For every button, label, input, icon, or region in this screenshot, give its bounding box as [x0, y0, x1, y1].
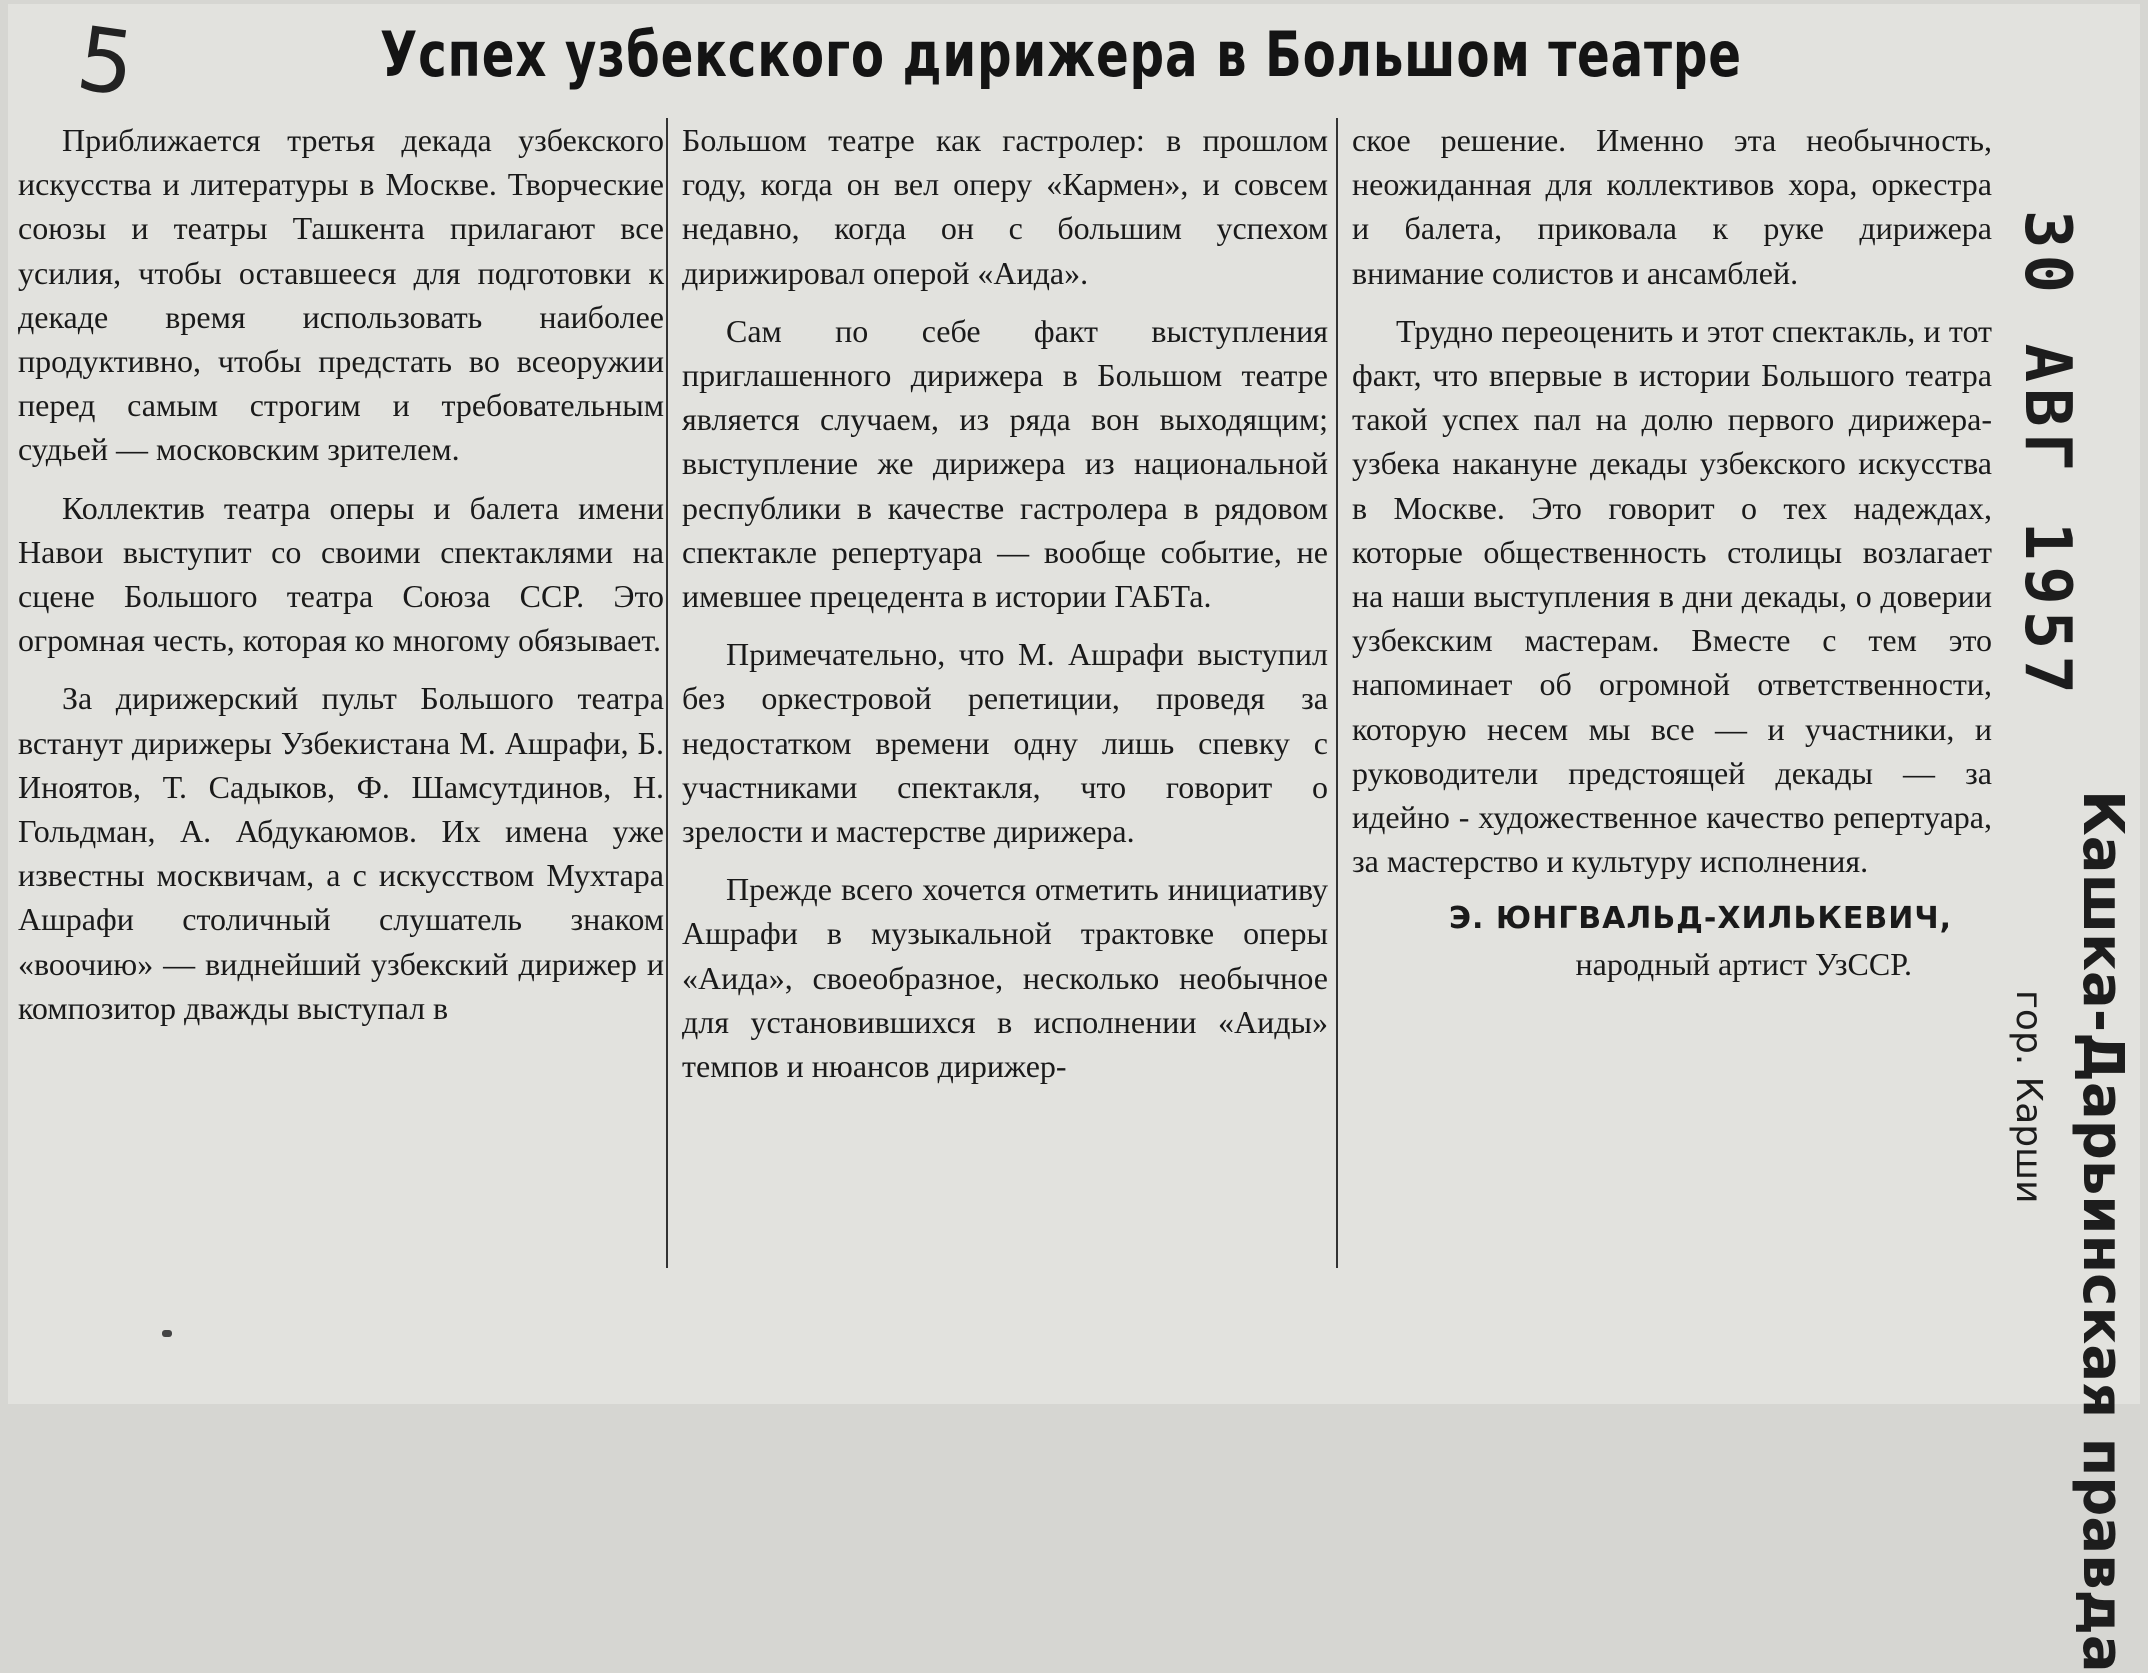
article-column-1: [18, 118, 664, 1044]
paragraph: Сам по себе факт выступления приглашенного дирижера в Большом театре является случаем, из ряда вон выходящим; выступление же дирижера из национальной республики в качестве гастролера в рядовом спектакле репертуара — вообще событие, не имевшее прецедента в истории ГАБТа.: [682, 312, 1328, 615]
paragraph: Приближается третья декада узбекского искусства и литературы в Москве. Творческие союзы и театры Ташкента прилагают все усилия, чтобы оставшееся для подготовки к декаде время использовать наиболее продуктивно, чтобы предстать во всеоружии перед самым строгим и требовательным судьей — московским зрителем.: [18, 122, 664, 468]
paragraph: Примечательно, что М. Ашрафи выступил без оркестровой репетиции, проведя за недостатком времени одну лишь спевку с участниками спектакля, что говорит о зрелости и мастерстве дирижера.: [682, 636, 1328, 850]
column-rule-right: [1336, 118, 1338, 1268]
handwritten-mark: 5: [71, 6, 141, 117]
author-signature: Э. ЮНГВАЛЬД-ХИЛЬКЕВИЧ,: [1449, 901, 1952, 937]
date-stamp: 30 АВГ 1957: [2010, 210, 2084, 700]
article-headline: Успех узбекского дирижера в Большом театре: [380, 18, 1742, 91]
author-title: народный артист УзССР.: [1575, 945, 1912, 982]
paragraph: Прежде всего хочется отметить инициативу Ашрафи в музыкальной трактовке оперы «Аида», своеобразное, несколько необычное для установившихся в исполнении «Аиды» темпов и нюансов дирижер-: [682, 871, 1328, 1085]
newspaper-stamp: Кашка-Дарьинская правда: [2070, 790, 2135, 1673]
article-column-3: [1352, 118, 1992, 986]
print-speck: [162, 1330, 172, 1337]
column-rule-left: [666, 118, 668, 1268]
article-column-2: [682, 118, 1328, 1102]
paragraph: ское решение. Именно эта необычность, неожиданная для коллективов хора, оркестра и балета, приковала к руке дирижера внимание солистов и ансамблей.: [1352, 122, 1992, 291]
paragraph: Большом театре как гастролер: в прошлом году, когда он вел оперу «Кармен», и совсем недавно, когда он с большим успехом дирижировал оперой «Аида».: [682, 122, 1328, 291]
city-stamp: гор. Карши: [2008, 990, 2049, 1204]
paragraph: Коллектив театра оперы и балета имени Навои выступит со своими спектаклями на сцене Большого театра Союза ССР. Это огромная честь, которая ко многому обязывает.: [18, 489, 664, 659]
paragraph: Трудно переоценить и этот спектакль, и тот факт, что впервые в истории Большого театра такой успех пал на долю первого дирижера-узбека накануне декады узбекского искусства в Москве. Это говорит о тех надеждах, которые общественность столицы возлагает на наши выступления в дни декады, о доверии узбекским мастерам. Вместе с тем это напоминает об огромной ответственности, которую несем мы все — и участники, и руководители предстоящей декады — за идейно - художественное качество репертуара, за мастерство и культуру исполнения.: [1352, 312, 1992, 880]
paragraph: За дирижерский пульт Большого театра встанут дирижеры Узбекистана М. Ашрафи, Б. Иноятов, Т. Садыков, Ф. Шамсутдинов, Н. Гольдман, А. Абдукаюмов. Их имена уже известны москвичам, а с искусством Мухтара Ашрафи столичный слушатель знаком «воочию» — виднейший узбекский дирижер и композитор дважды выступал в: [18, 680, 664, 1026]
